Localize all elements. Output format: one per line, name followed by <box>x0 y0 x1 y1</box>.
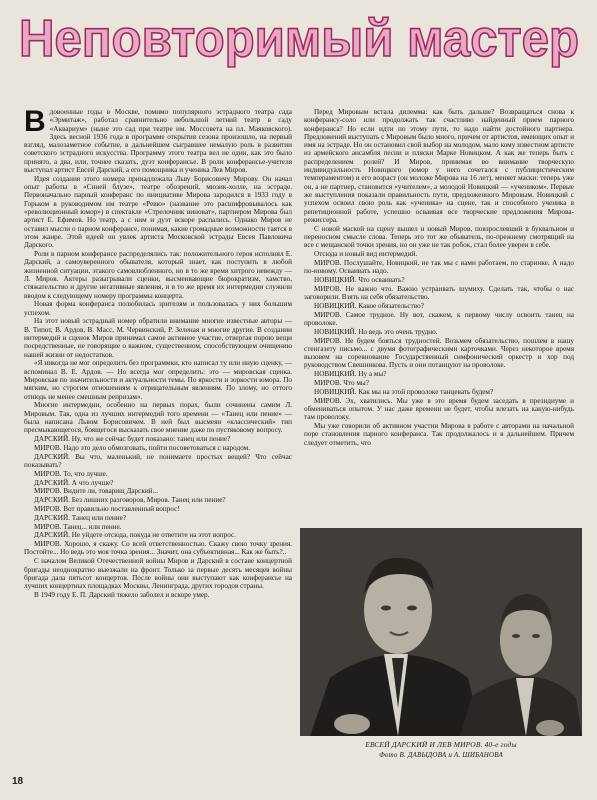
body-paragraph: На этот новый эстрадный номер обратили внимание многие известные авторы — В. Типот, В. Ардов, В. Масс, М. Червинский, Р. Зеленая и многие другие. В создании интермедий и сценок Миров принимал самое активное участие, отвергая порою вещи посредственные, не говорящие о важном, существенном, способствующем очищению нашей жизни от недостатков. <box>24 317 292 359</box>
page-number: 18 <box>12 776 24 787</box>
body-paragraph: ДАРСКИЙ. Не уйдете отсюда, покуда не ответите на этот вопрос. <box>34 531 236 540</box>
body-paragraph: МИРОВ. Видите ли, товарищ Дарский... <box>34 487 158 496</box>
headline-text: Неповторимый мастер <box>19 10 579 68</box>
right-column <box>304 108 574 508</box>
body-paragraph: Идея создания этого номера принадлежала Льву Борисовичу Мирову. Он начал опыт работы в «Синей блузе», театре обозрений, мюзик-холле, на эстраде. Первоначально парный конферанс по инициативе Мирова зародился в 1933 году в Горьком в руководимом им театре «Ревю» (название это расшифровывалось как «революционный юмор») в спектакле «Стрелочник виноват», партнером Мирова был артист Е. Ефимов. Но театр, а с ним и дуэт вскоре распались. Однако Миров не оставил мысли о парном конферансе, понимая, какие громадные возможности таятся в этом жанре. Этой идеей он увлек артиста Московской эстрады Евсея Павловича Дарского. <box>24 174 292 250</box>
body-paragraph: Мы уже говорили об активном участии Мирова в работе с авторами на начальной поре становления парного конферанса. Так продолжалось и в дальнейшем. Причем следует отметить, что <box>304 421 574 447</box>
body-paragraph: «Я никогда не мог определить без программки, кто написал ту или иную сценку, — вспоминал В. Е. Ардов. — Но всегда мог определить: это — мировская сценка. Мировская по значительности и актуальности темы. По яркости и зоркости юмора. По мягким, но строгим отношениям к отрицательным явлениям. По злому, но оттого отнюдь не менее смешным репризам». <box>24 359 292 401</box>
body-paragraph: С новой маской на сцену вышел и новый Миров, повзрослевший в буквальном и переносном смысле слова. Теперь это тот же обыватель, по-прежнему смотрящий на все с мещанской точки зрения, но он уже не так робок, стал более уверен в себе. <box>304 224 574 250</box>
lead-paragraph <box>24 108 292 174</box>
body-paragraph: В 1949 году Е. П. Дарский тяжело заболел и вскоре умер. <box>34 590 210 599</box>
body-paragraph: НОВИЦКИЙ. Но ведь это очень трудно. <box>314 327 438 336</box>
body-paragraph: НОВИЦКИЙ. Как мы на этой проволоке танцевать будем? <box>314 387 494 396</box>
body-paragraph: НОВИЦКИЙ. Ну а мы? <box>314 370 387 379</box>
portrait-photo <box>300 528 582 736</box>
photo-caption <box>300 740 582 760</box>
body-paragraph: МИРОВ. Надо это дело обмозговать, пойти посоветоваться с народом. <box>34 443 250 452</box>
body-paragraph: МИРОВ. Самое трудное. Ну вот, скажем, к первому числу освоить танец на проволоке. <box>304 310 574 327</box>
body-paragraph: МИРОВ. Послушайте, Новицкий, не так мы с вами работаем, по старинке. А надо по-новому. Осваивать надо. <box>304 258 574 276</box>
body-paragraph: ДАРСКИЙ. Вы что, маленький, не понимаете простых вещей? Что сейчас показывать? <box>24 452 292 469</box>
caption-names: ЕВСЕЙ ДАРСКИЙ И ЛЕВ МИРОВ. <box>365 740 483 749</box>
headline <box>14 8 584 70</box>
body-paragraph: Многие интермедии, особенно на первых порах, были сочинены самим Л. Мировым. Так, одна из лучших интермедий того времени — «Танец или пение» — была написана Львом Борисовичем. В ней был высмеян «классический» тип пресмыкающегося, боящегося высказать свое мнение даже по пустяковому вопросу. <box>24 401 292 435</box>
body-paragraph: НОВИЦКИЙ. Какое обязательство? <box>314 301 424 310</box>
body-paragraph: ДАРСКИЙ. А что лучше? <box>34 478 114 487</box>
body-paragraph: ДАРСКИЙ. Без лишних разговоров, Миров. Танец или пение? <box>34 496 226 505</box>
body-paragraph: Роли в парном конферансе распределялись так: положительного героя исполнял Е. Дарский, а самоуверенного обывателя, который знает, как поступить в любой жизненной ситуации, этакого самовлюбленного, но в то же время хитрого невежду — Л. Миров. Актеры разыгрывали сценки, высмеивающие бюрократизм, хамство, стяжательство и другие негативные явления, и в то же время их интермедии служили вводом к следующему номеру программы концерта. <box>24 250 292 300</box>
body-paragraph: МИРОВ. Танец... или пение. <box>34 522 122 531</box>
body-paragraph: МИРОВ. Хорошо, я скажу. Со всей ответственностью. Скажу свою точку зрения. Постойте... Но ведь это моя точка зрения... Значит, она субъективная... Как же быть?.. <box>24 540 292 557</box>
body-paragraph: ДАРСКИЙ. Танец или пение? <box>34 513 127 522</box>
body-paragraph: МИРОВ. Не будем бояться трудностей. Возьмем обязательство, пошлем в нашу стенгазету письмо... с двумя фотографическими карточками. Через некоторое время вызовем на соревнование Государственный симфонический оркестр и хор под руководством Свешникова. Пусть и они потанцуют на проволоке. <box>304 336 574 370</box>
left-column <box>24 108 292 774</box>
body-paragraph: МИРОВ. Не важно что. Важно устраивать шумиху. Сделать так, чтобы о нас заговорили. Взять на себя обязательство. <box>304 284 574 302</box>
portrait-photo-image <box>300 528 582 736</box>
body-paragraph: ДАРСКИЙ. Ну, что же сейчас будет показано: танец или пение? <box>34 435 231 444</box>
body-paragraph: МИРОВ. Что мы? <box>314 379 369 387</box>
body-paragraph: НОВИЦКИЙ. Что осваивать? <box>314 275 405 284</box>
lead-text: довоенные годы в Москве, помимо популярного эстрадного театра сада «Эрмитаж», работал сравнительно небольшой летний театр в саду «Аквариум» (ныне это сад при театре им. Моссовета на пл. Маяковского). Здесь весной 1936 года в программе открытия сезона произошло, на первый взгляд, малозаметное событие, в дальнейшем сыгравшее немалую роль в развитии советского эстрадного искусства. Программу этого театра вел не один, как это было принято, а два, или, точнее сказать, дуэт конферансье. В роли конферансье-учителя выступал артист Евсей Дарский, а его помощника и ученика Лев Миров. <box>24 108 292 175</box>
body-paragraph: МИРОВ. То, что лучше. <box>34 469 108 478</box>
body-paragraph: Отсюда и новый вид интермедий. <box>314 250 418 259</box>
body-paragraph: Перед Мировым встала дилемма: как быть дальше? Возвращаться снова к конферансу-соло или продолжать так счастливо найденный прием парного конферанса? Но если идти по этому пути, то надо найти достойного партнера. Предложений выступать с Мировым было много, причем от артистов, имеющих опыт и имя на эстраде. Но он остановил свой выбор на молодом, мало кому известном артисте из армейского ансамбля песни и пляски Марке Новицком. А как же теперь быть с распределением ролей? И Миров, принимая во внимание творческую индивидуальность Новицкого (юмор у него сочетался с публицистическим темпераментом) и его возраст (он моложе Мирова на 16 лет), меняет маски: теперь уже он, а не партнер, становится «учителем», а молодой Новицкий — «учеником». Первые же выступления показали правильность пути, предложенного Мировым. Новицкий с успехом освоил свою роль как «ученика» на сцене, так и способного ученика в репетиционной работе, успешно осваивая все творческие предложения Мирова-режиссера. <box>304 108 574 224</box>
body-paragraph: С началом Великой Отечественной войны Миров и Дарский в составе концертной бригады неоднократно выезжали на фронт. Только за первые десять месяцев войны бригада дала пятьсот концертов. После войны они выступают как конферансье на лучших концертных площадках Москвы, Ленинграда, других городов страны. <box>24 557 292 591</box>
headline-graphic <box>14 8 584 70</box>
caption-years: 40-е годы <box>484 740 517 749</box>
body-paragraph: МИРОВ. Эх, хватились. Мы уже в это время будем заседать в президиуме и обмениваться опытом. У нас даже времени не будет, чтобы влезать на какую-нибудь там проволоку. <box>304 396 574 422</box>
dropcap: В <box>24 108 46 138</box>
photo-credit: Фото В. ДАВЫДОВА и А. ШИБАНОВА <box>379 751 503 759</box>
body-paragraph: Новая форма конферанса полюбилась зрителям и пользовалась у них большим успехом. <box>24 300 292 317</box>
body-paragraph: МИРОВ. Вот правильно поставленный вопрос! <box>34 504 180 513</box>
